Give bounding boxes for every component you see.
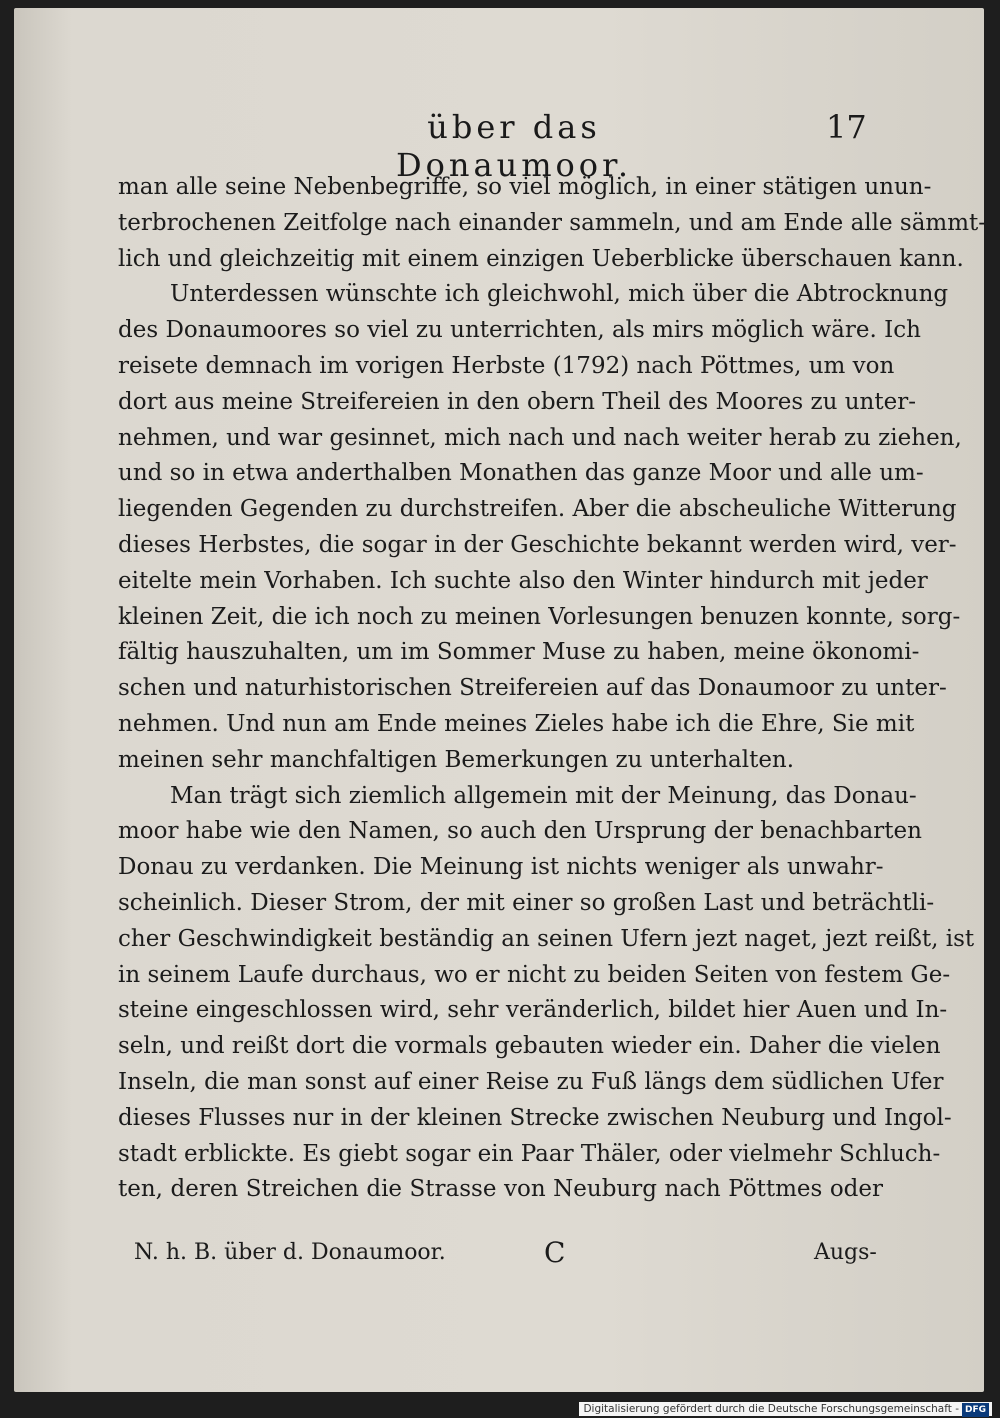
text-line: nehmen, und war gesinnet, mich nach und nach weiter herab zu ziehen,: [118, 424, 962, 451]
text-line: und so in etwa anderthalben Monathen das ganze Moor und alle um-: [118, 460, 924, 487]
text-line: schen und naturhistorischen Streifereien auf das Donaumoor zu unter-: [118, 675, 947, 702]
text-line: stadt erblickte. Es giebt sogar ein Paar Thäler, oder vielmehr Schluch-: [118, 1140, 941, 1167]
text-line: in seinem Laufe durchaus, wo er nicht zu beiden Seiten von festem Ge-: [118, 961, 951, 988]
text-line: liegenden Gegenden zu durchstreifen. Aber die abscheuliche Witterung: [118, 496, 957, 523]
text-line: Donau zu verdanken. Die Meinung ist nichts weniger als unwahr-: [118, 854, 884, 881]
text-line: lich und gleichzeitig mit einem einzigen Ueberblicke überschauen kann.: [118, 245, 964, 272]
page-header: [14, 108, 984, 184]
catchword: Augs-: [814, 1240, 877, 1265]
page-number: 17: [826, 108, 867, 146]
text-line: scheinlich. Dieser Strom, der mit einer so großen Last und beträchtli-: [118, 889, 935, 916]
text-line: man alle seine Nebenbegriffe, so viel möglich, in einer stätigen unun-: [118, 174, 932, 200]
signature-mark: C: [544, 1236, 566, 1269]
page-footer: [14, 1236, 984, 1276]
text-line: dort aus meine Streifereien in den obern Theil des Moores zu unter-: [118, 388, 916, 415]
running-head: über das Donaumoor.: [395, 108, 633, 184]
text-line: Inseln, die man sonst auf einer Reise zu Fuß längs dem südlichen Ufer: [118, 1068, 944, 1095]
text-line: dieses Herbstes, die sogar in der Geschichte bekannt werden wird, ver-: [118, 531, 957, 558]
text-line: dieses Flusses nur in der kleinen Strecke zwischen Neuburg und Ingol-: [118, 1104, 952, 1131]
book-page: [14, 8, 987, 1392]
paragraph-first-line: Man trägt sich ziemlich allgemein mit der Meinung, das Donau-: [170, 782, 917, 809]
text-line: kleinen Zeit, die ich noch zu meinen Vorlesungen benuzen konnte, sorg-: [118, 603, 961, 630]
paragraph-first-line: Unterdessen wünschte ich gleichwohl, mich über die Abtrocknung: [170, 281, 949, 308]
text-line: ten, deren Streichen die Strasse von Neuburg nach Pöttmes oder: [118, 1176, 883, 1203]
text-line: moor habe wie den Namen, so auch den Ursprung der benachbarten: [118, 818, 922, 845]
credit-text: Digitalisierung gefördert durch die Deutsche Forschungsgemeinschaft -: [583, 1403, 959, 1415]
digitization-credit: [579, 1402, 992, 1416]
text-line: steine eingeschlossen wird, sehr veränderlich, bildet hier Auen und In-: [118, 997, 948, 1024]
text-line: reisete demnach im vorigen Herbste (1792) nach Pöttmes, um von: [118, 352, 895, 379]
text-line: nehmen. Und nun am Ende meines Zieles habe ich die Ehre, Sie mit: [118, 710, 915, 737]
dfg-logo: DFG: [962, 1403, 989, 1417]
footer-title: N. h. B. über d. Donaumoor.: [134, 1240, 446, 1265]
text-line: fältig hauszuhalten, um im Sommer Muse zu haben, meine ökonomi-: [118, 639, 920, 666]
text-line: meinen sehr manchfaltigen Bemerkungen zu unterhalten.: [118, 746, 795, 773]
body-text: [118, 170, 987, 1208]
text-line: cher Geschwindigkeit beständig an seinen Ufern jezt naget, jezt reißt, ist: [118, 925, 975, 952]
text-line: terbrochenen Zeitfolge nach einander sammeln, und am Ende alle sämmt-: [118, 209, 987, 236]
text-line: des Donaumoores so viel zu unterrichten, als mirs möglich wäre. Ich: [118, 317, 921, 344]
text-line: eitelte mein Vorhaben. Ich suchte also den Winter hindurch mit jeder: [118, 567, 928, 594]
text-line: seln, und reißt dort die vormals gebauten wieder ein. Daher die vielen: [118, 1033, 941, 1060]
